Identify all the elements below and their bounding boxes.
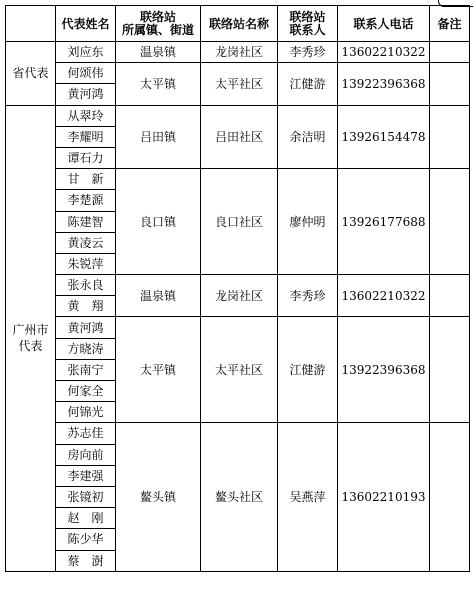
header-station-town-line2: 所属镇、街道 (121, 22, 194, 37)
rep-name-cell: 房向前 (56, 444, 116, 465)
contact-phone-cell: 13922396368 (338, 317, 430, 423)
remark-cell (430, 317, 470, 423)
station-name-cell: 龙岗社区 (201, 42, 278, 63)
rep-name-cell: 赵 刚 (56, 508, 116, 529)
station-town-cell: 吕田镇 (116, 105, 201, 169)
station-name-cell: 鳌头社区 (201, 423, 278, 571)
rep-name-cell: 黄 翔 (56, 296, 116, 317)
header-row (6, 6, 470, 42)
rep-name-cell: 陈少华 (56, 529, 116, 550)
remark-cell (430, 169, 470, 275)
contact-person-cell: 廖仲明 (278, 169, 338, 275)
station-town-cell: 鳌头镇 (116, 423, 201, 571)
rep-name-cell: 张永良 (56, 275, 116, 296)
rep-name-cell: 黄凌云 (56, 232, 116, 253)
rep-name-cell: 张镜初 (56, 486, 116, 507)
station-town-cell: 温泉镇 (116, 42, 201, 63)
header-phone: 联系人电话 (338, 6, 430, 42)
rep-name-cell: 甘 新 (56, 169, 116, 190)
remark-cell (430, 423, 470, 571)
header-station-name: 联络站名称 (201, 6, 278, 42)
rep-name-cell: 何颂伟 (56, 63, 116, 84)
contact-phone-cell: 13926177688 (338, 169, 430, 275)
group-label-cell: 广州市 代表 (6, 105, 56, 571)
station-name-cell: 良口社区 (201, 169, 278, 275)
rep-name-cell: 蔡 澍 (56, 550, 116, 571)
station-name-cell: 太平社区 (201, 63, 278, 105)
rep-name-cell: 李耀明 (56, 126, 116, 147)
table-body (6, 42, 470, 572)
remark-cell (430, 105, 470, 169)
rep-name-cell: 朱锐萍 (56, 253, 116, 274)
table-row (6, 275, 470, 296)
rep-name-cell: 李楚源 (56, 190, 116, 211)
station-town-cell: 温泉镇 (116, 275, 201, 317)
rep-name-cell: 张南宁 (56, 359, 116, 380)
rep-name-cell: 李建强 (56, 465, 116, 486)
contact-phone-cell: 13922396368 (338, 63, 430, 105)
remark-cell (430, 275, 470, 317)
contact-phone-cell: 13926154478 (338, 105, 430, 169)
header-contact-line1: 联络站 (289, 9, 326, 24)
contact-phone-cell: 13602210322 (338, 42, 430, 63)
table-row (6, 105, 470, 126)
header-station-town-line1: 联络站 (139, 9, 176, 24)
remark-cell (430, 63, 470, 105)
station-town-cell: 太平镇 (116, 63, 201, 105)
table-row (6, 169, 470, 190)
table-row (6, 317, 470, 338)
contact-phone-cell: 13602210322 (338, 275, 430, 317)
contact-phone-cell: 13602210193 (338, 423, 430, 571)
contact-person-cell: 吴燕萍 (278, 423, 338, 571)
header-remark: 备注 (430, 6, 470, 42)
station-name-cell: 吕田社区 (201, 105, 278, 169)
rep-name-cell: 黄河鸿 (56, 84, 116, 105)
rep-name-cell: 陈建智 (56, 211, 116, 232)
rep-name-cell: 何家全 (56, 381, 116, 402)
station-town-cell: 太平镇 (116, 317, 201, 423)
contact-person-cell: 江健游 (278, 317, 338, 423)
station-name-cell: 太平社区 (201, 317, 278, 423)
table-row (6, 423, 470, 444)
rep-name-cell: 何锦光 (56, 402, 116, 423)
header-contact (278, 6, 338, 42)
rep-name-cell: 方晓涛 (56, 338, 116, 359)
rep-name-cell: 刘应东 (56, 42, 116, 63)
contact-person-cell: 余洁明 (278, 105, 338, 169)
rep-name-cell: 从翠玲 (56, 105, 116, 126)
contact-person-cell: 江健游 (278, 63, 338, 105)
remark-cell (430, 42, 470, 63)
rep-name-cell: 苏志佳 (56, 423, 116, 444)
group-label-cell: 省代表 (6, 42, 56, 106)
rep-name-cell: 谭石力 (56, 147, 116, 168)
contact-person-cell: 李秀珍 (278, 275, 338, 317)
table-row (6, 42, 470, 63)
header-group (6, 6, 56, 42)
header-rep-name: 代表姓名 (56, 6, 116, 42)
table-row (6, 63, 470, 84)
station-town-cell: 良口镇 (116, 169, 201, 275)
header-station-town (116, 6, 201, 42)
representative-contact-table (5, 5, 470, 572)
rep-name-cell: 黄河鸿 (56, 317, 116, 338)
contact-person-cell: 李秀珍 (278, 42, 338, 63)
header-contact-line2: 联系人 (289, 22, 326, 37)
station-name-cell: 龙岗社区 (201, 275, 278, 317)
